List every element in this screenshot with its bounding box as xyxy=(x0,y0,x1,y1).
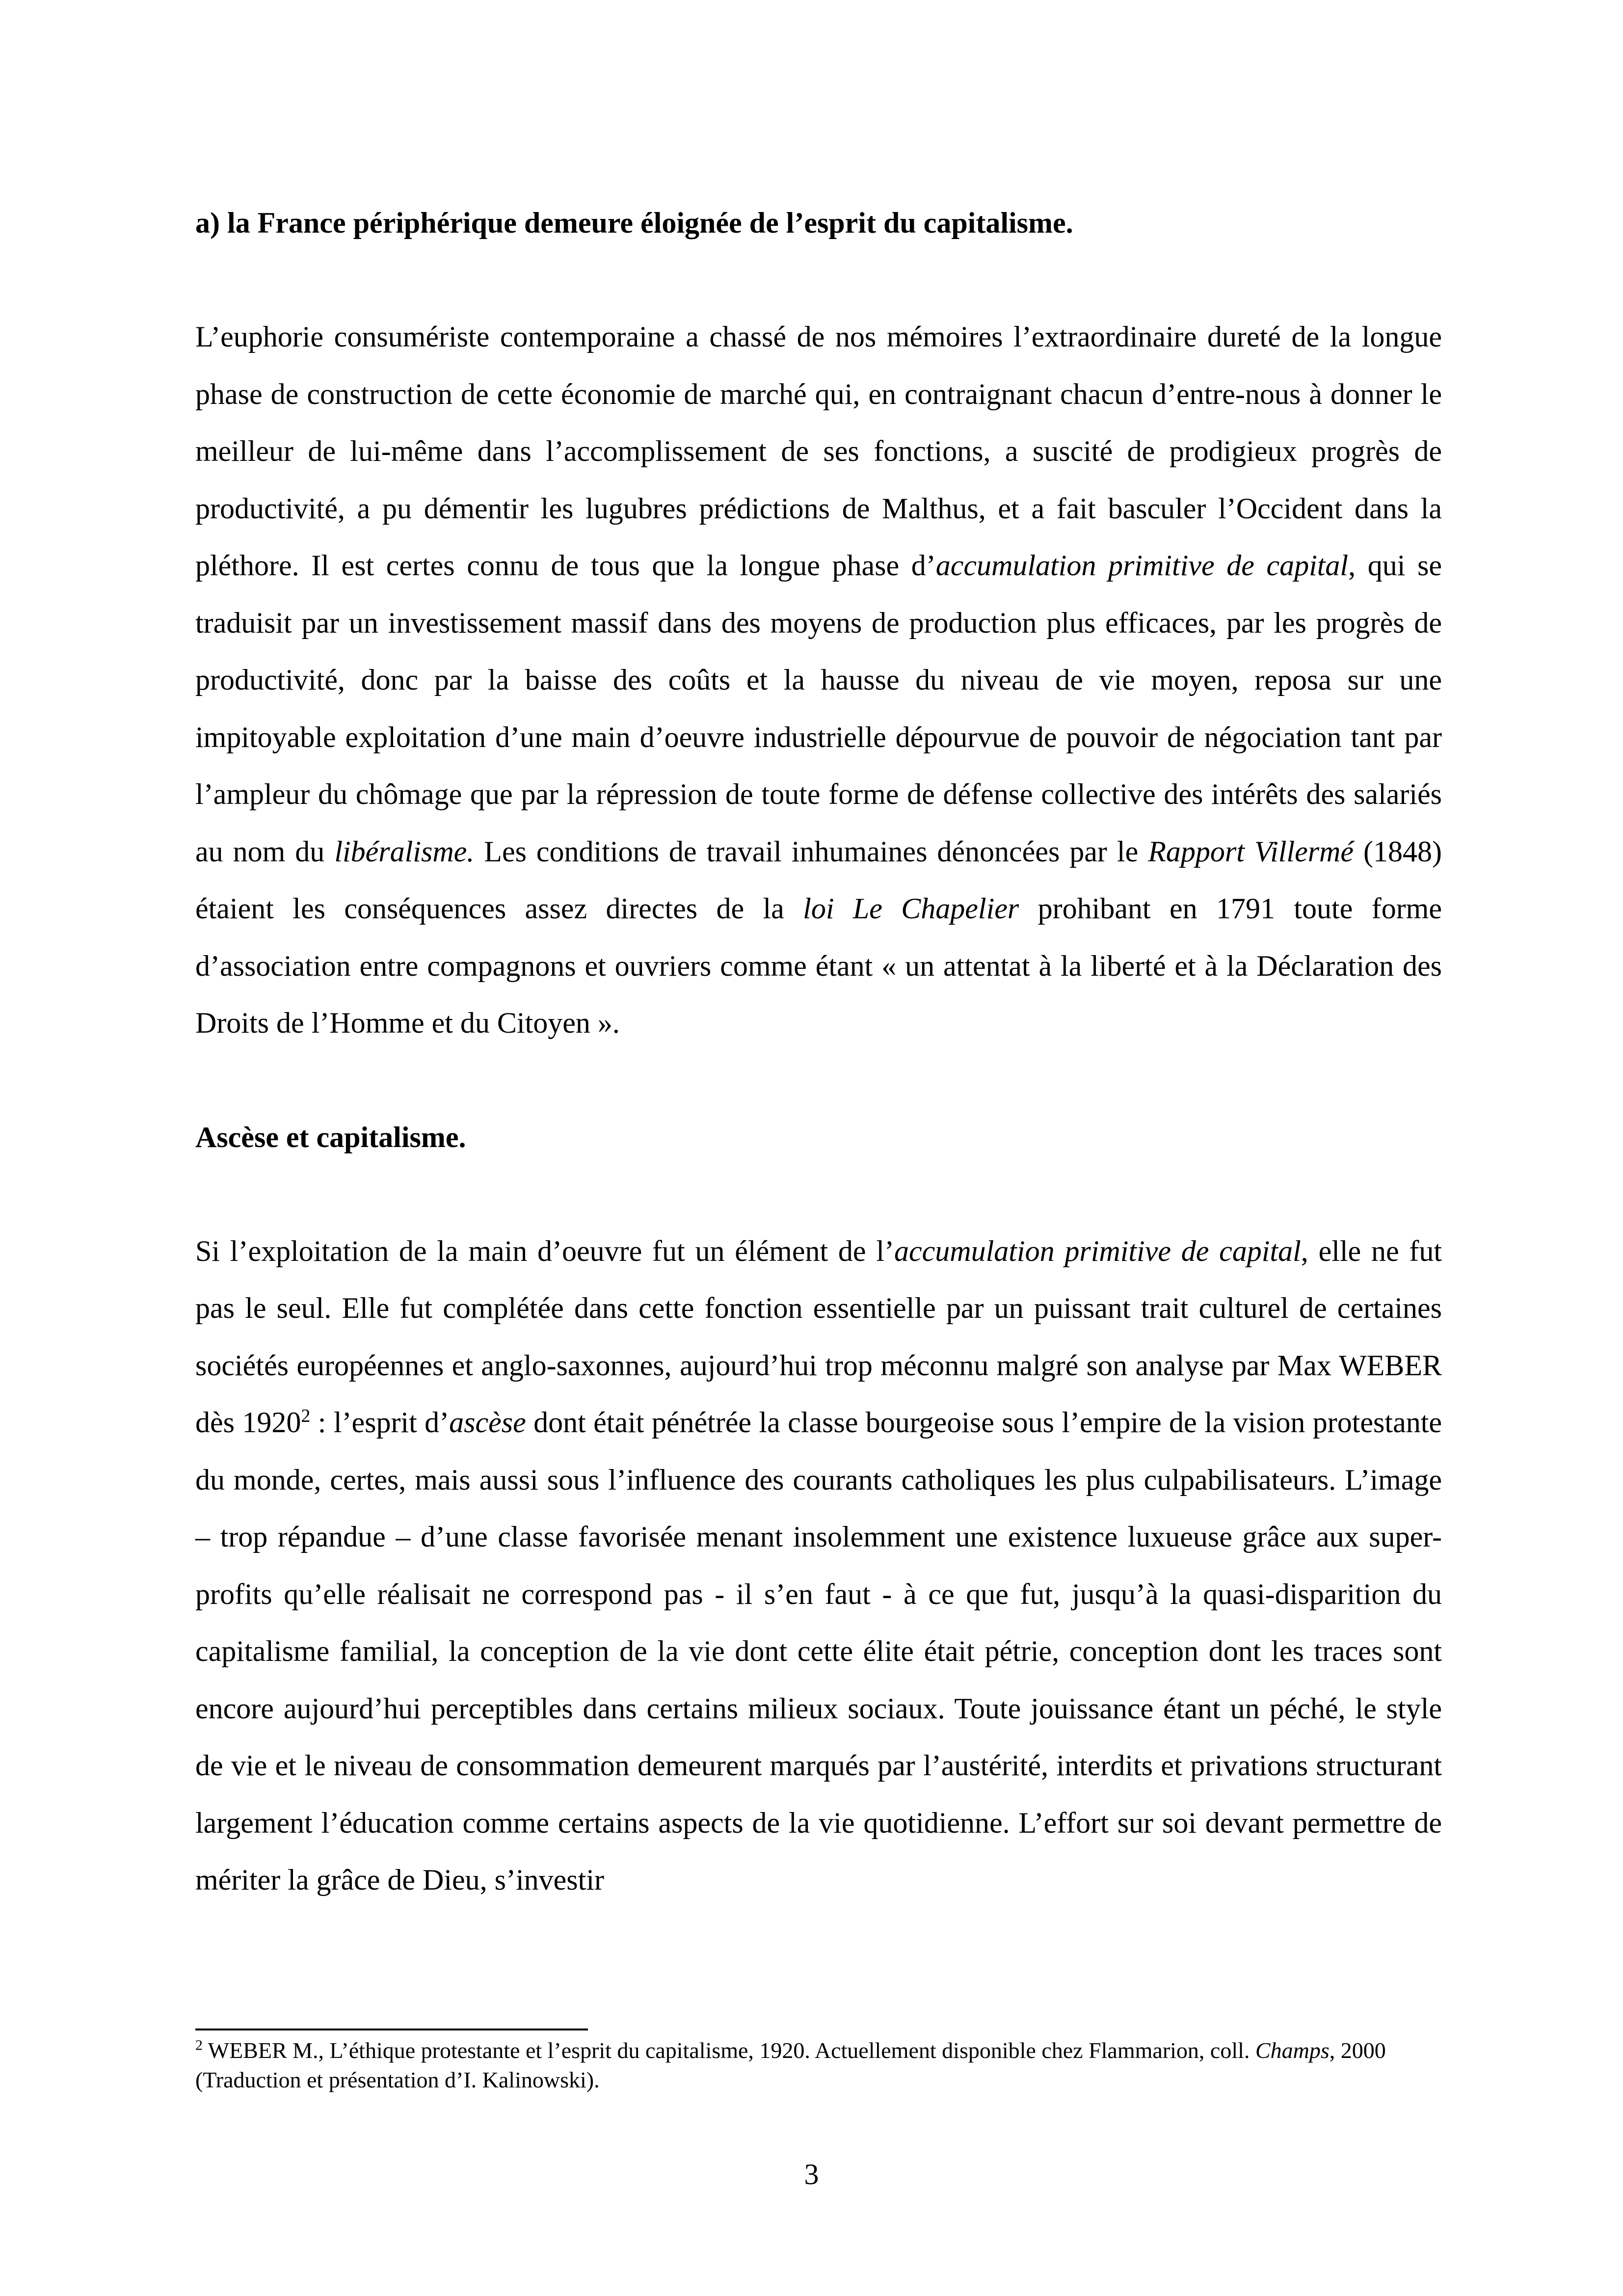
footnote-number: 2 xyxy=(195,2037,203,2054)
section-a-paragraph xyxy=(195,308,1442,1052)
page-number: 3 xyxy=(804,2158,819,2190)
italic-term-accumulation: accumulation primitive de capital xyxy=(894,1234,1301,1267)
italic-term-liberalisme: libéralisme. xyxy=(334,835,475,868)
text-run: , qui se traduisit par un investissement massif dans des moyens de production plus efficaces, par les progrès de productivité, donc par la baisse des coûts et la hausse du niveau de vie moyen, reposa sur une impitoyable exploitation d’une main d’oeuvre industrielle dépourvue de pouvoir de négociation tant par l’ampleur du chômage que par la répression de toute forme de défense collective des intérêts des salariés au nom du xyxy=(195,549,1442,868)
italic-term-ascese: ascèse xyxy=(449,1406,526,1439)
text-run: (1848) étaient les conséquences assez directes de la xyxy=(195,835,1442,925)
text-run: L’euphorie consumériste contemporaine a chassé de nos mémoires l’extraordinaire dureté de la longue phase de construction de cette économie de marché qui, en contraignant chacun d’entre-nous à donner le meilleur de lui-même dans l’accomplissement de ses fonctions, a suscité de prodigieux progrès de productivité, a pu démentir les lugubres prédictions de Malthus, et a fait basculer l’Occident dans la pléthore. Il est certes connu de tous que la longue phase d’ xyxy=(195,320,1442,582)
footnote-text: WEBER M., L’éthique protestante et l’esprit du capitalisme, 1920. Actuellement disponible chez Flammarion, coll. xyxy=(203,2038,1255,2063)
text-run: , elle ne fut pas le seul. Elle fut complétée dans cette fonction essentielle par un puissant trait culturel de certaines sociétés européennes et anglo-saxonnes, aujourd’hui trop méconnu malgré son analyse par Max WEBER dès 1920 xyxy=(195,1234,1442,1439)
footnote-separator xyxy=(195,2029,588,2030)
italic-term-rapport-villerme: Rapport Villermé xyxy=(1148,835,1354,868)
page-content xyxy=(195,194,1442,1909)
text-run: : l’esprit d’ xyxy=(310,1406,450,1439)
ascese-paragraph xyxy=(195,1223,1442,1909)
text-run: dont était pénétrée la classe bourgeoise sous l’empire de la vision protestante du monde, certes, mais aussi sous l’influence des courants catholiques les plus culpabilisateurs. L’image – trop répandue – d’une classe favorisée menant insolemment une existence luxueuse grâce aux super-profits qu’elle réalisait ne correspond pas - il s’en faut - à ce que fut, jusqu’à la quasi-disparition du capitalisme familial, la conception de la vie dont cette élite était pétrie, conception dont les traces sont encore aujourd’hui perceptibles dans certains milieux sociaux. Toute jouissance étant un péché, le style de vie et le niveau de consommation demeurent marqués par l’austérité, interdits et privations structurant largement l’éducation comme certains aspects de la vie quotidienne. L’effort sur soi devant permettre de mériter la grâce de Dieu, s’investir xyxy=(195,1406,1442,1896)
text-run: Les conditions de travail inhumaines dénoncées par le xyxy=(474,835,1148,868)
footnote-reference[interactable]: 2 xyxy=(301,1406,311,1426)
italic-term-loi-le-chapelier: loi Le Chapelier xyxy=(803,892,1019,925)
text-run: prohibant en 1791 toute forme d’association entre compagnons et ouvriers comme étant « un attentat à la liberté et à la Déclaration des Droits de l’Homme et du Citoyen ». xyxy=(195,892,1442,1039)
ascese-heading: Ascèse et capitalisme. xyxy=(195,1121,466,1153)
text-run: Si l’exploitation de la main d’oeuvre fut un élément de l’ xyxy=(195,1234,894,1267)
footnote-italic-collection: Champs xyxy=(1255,2038,1330,2063)
section-a-heading: a) la France périphérique demeure éloignée de l’esprit du capitalisme. xyxy=(195,207,1073,239)
italic-term-accumulation: accumulation primitive de capital xyxy=(935,549,1349,582)
footnote xyxy=(195,2036,1442,2095)
footnote-text: , 2000 (Traduction et présentation d’I. Kalinowski). xyxy=(195,2038,1386,2092)
